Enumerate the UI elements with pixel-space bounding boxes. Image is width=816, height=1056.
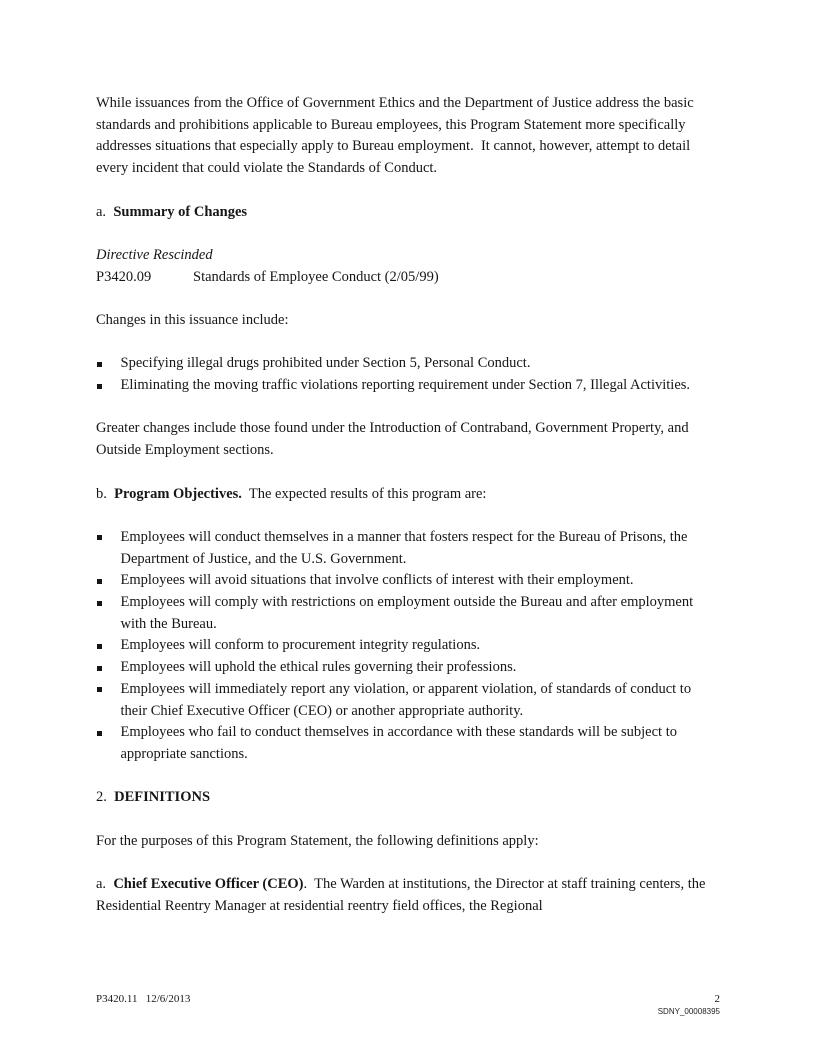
bullet-square-icon	[97, 731, 102, 736]
changes-intro: Changes in this issuance include:	[96, 311, 289, 328]
definition-a-text: . The Warden at institutions, the Director at staff training centers, the Residential Reentry Manager at residential reentry field offices, the Regional	[96, 876, 706, 914]
list-item-text: Employees will conduct themselves in a manner that fosters respect for the Bureau of Prisons, the Department of Justice, and the U.S. Government.	[120, 528, 688, 567]
directive-description: Standards of Employee Conduct (2/05/99)	[193, 268, 439, 285]
section-a-prefix: a.	[96, 203, 114, 220]
section-2-prefix: 2.	[96, 789, 115, 806]
bullet-square-icon	[97, 579, 102, 584]
section-a-heading	[96, 202, 720, 224]
definitions-intro: For the purposes of this Program Statement, the following definitions apply:	[96, 832, 539, 849]
list-item-text: Eliminating the moving traffic violations reporting requirement under Section 7, Illegal Activities.	[120, 377, 691, 394]
greater-changes-paragraph: Greater changes include those found under the Introduction of Contraband, Government Property, and Outside Employment sections.	[96, 420, 689, 459]
bullet-square-icon	[97, 644, 102, 649]
list-item	[96, 592, 720, 635]
bullet-square-icon	[97, 535, 102, 540]
list-item	[96, 527, 720, 570]
directive-rescinded-entry	[96, 267, 720, 289]
list-item	[96, 375, 720, 397]
intro-paragraph: While issuances from the Office of Government Ethics and the Department of Justice address the basic standards and prohibitions applicable to Bureau employees, this Program Statement more specifically addresses situations that especially apply to Bureau employment. It cannot, however, attempt to detail every incident that could violate the Standards of Conduct.	[96, 95, 694, 177]
document-body	[96, 93, 720, 939]
bullet-square-icon	[97, 384, 102, 389]
bullet-square-icon	[97, 666, 102, 671]
section-b-rest: The expected results of this program are:	[241, 485, 487, 502]
list-item-text: Specifying illegal drugs prohibited under Section 5, Personal Conduct.	[120, 355, 531, 372]
section-b-title: Program Objectives.	[114, 485, 242, 502]
section-2-heading	[96, 787, 720, 809]
list-item	[96, 635, 720, 657]
definition-a-paragraph	[96, 874, 720, 917]
list-item	[96, 353, 720, 375]
section-a-title: Summary of Changes	[113, 203, 248, 220]
bullet-square-icon	[97, 687, 102, 692]
section-2-title: DEFINITIONS	[114, 789, 211, 806]
bullet-square-icon	[97, 362, 102, 367]
definition-a-prefix: a.	[96, 876, 114, 893]
list-item-text: Employees will immediately report any violation, or apparent violation, of standards of conduct to their Chief Executive Officer (CEO) or another appropriate authority.	[120, 680, 692, 719]
section-b-prefix: b.	[96, 485, 115, 502]
list-item-text: Employees will conform to procurement integrity regulations.	[120, 637, 481, 654]
directive-number: P3420.09	[96, 268, 152, 285]
directive-rescinded-block	[96, 245, 720, 288]
definition-a-term: Chief Executive Officer (CEO)	[113, 876, 304, 893]
list-item-text: Employees who fail to conduct themselves in accordance with these standards will be subject to appropriate sanctions.	[120, 724, 677, 762]
footer-page-number: 2	[714, 993, 720, 1005]
bullet-square-icon	[97, 601, 102, 606]
list-item	[96, 679, 720, 722]
page-footer	[96, 993, 720, 1006]
bates-stamp: SDNY_00008395	[657, 1007, 720, 1016]
list-item-text: Employees will avoid situations that involve conflicts of interest with their employment.	[120, 572, 634, 589]
changes-bullet-list	[96, 353, 720, 396]
objectives-bullet-list	[96, 527, 720, 766]
list-item-text: Employees will uphold the ethical rules governing their professions.	[120, 659, 517, 676]
section-b-heading	[96, 484, 720, 506]
list-item-text: Employees will comply with restrictions on employment outside the Bureau and after employment with the Bureau.	[120, 594, 694, 632]
footer-doc-id: P3420.11 12/6/2013	[96, 993, 191, 1005]
list-item	[96, 570, 720, 592]
list-item	[96, 722, 720, 765]
list-item	[96, 657, 720, 679]
directive-rescinded-label: Directive Rescinded	[96, 246, 213, 263]
